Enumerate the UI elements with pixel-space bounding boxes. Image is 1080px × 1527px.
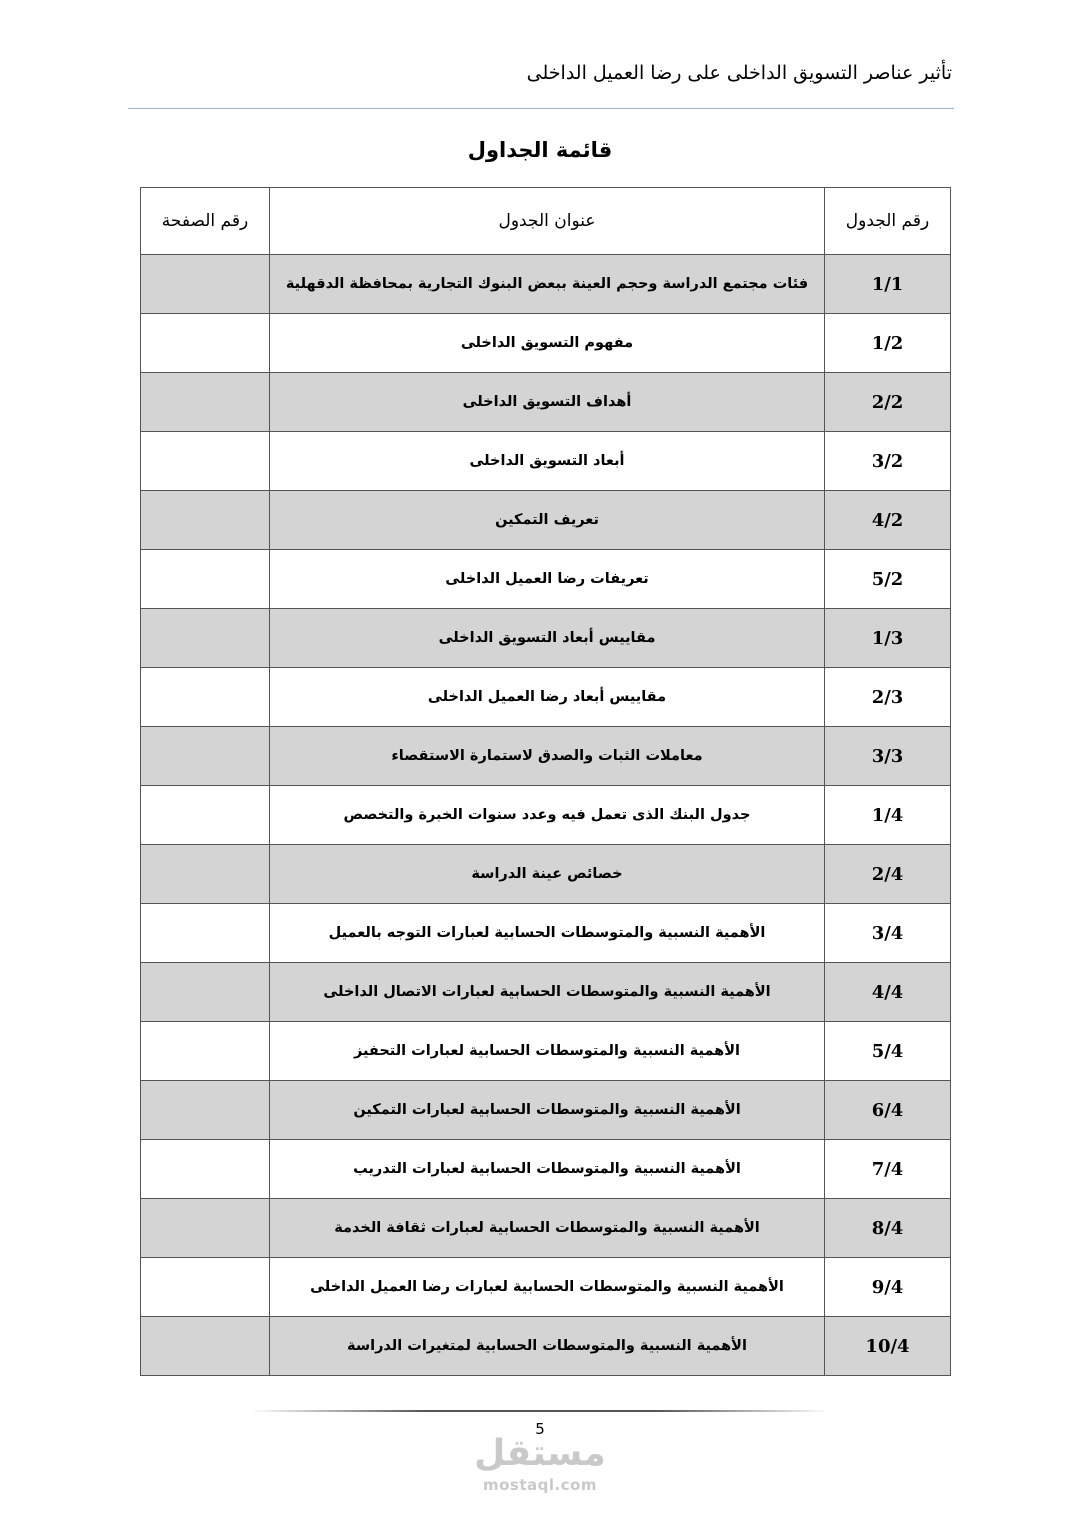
page-number-cell	[141, 786, 270, 845]
table-title-cell: أبعاد التسويق الداخلى	[270, 432, 825, 491]
table-row	[141, 963, 951, 1022]
page-number-cell	[141, 1199, 270, 1258]
table-title-cell: الأهمية النسبية والمتوسطات الحسابية لعبارات التدريب	[270, 1140, 825, 1199]
header-divider	[128, 108, 954, 109]
table-number-cell: 3/2	[825, 432, 951, 491]
column-header-number: رقم الجدول	[825, 188, 951, 255]
watermark-url: mostaql.com	[482, 1476, 598, 1494]
list-of-tables	[140, 187, 951, 1376]
mostaql-watermark	[440, 1432, 640, 1494]
table-number-cell: 4/2	[825, 491, 951, 550]
page-number-cell	[141, 432, 270, 491]
page-number-cell	[141, 904, 270, 963]
table-header-row	[141, 188, 951, 255]
table-row	[141, 255, 951, 314]
page-number-cell	[141, 845, 270, 904]
table-body	[141, 255, 951, 1376]
table-number-cell: 4/4	[825, 963, 951, 1022]
table-row	[141, 1022, 951, 1081]
table-title-cell: الأهمية النسبية والمتوسطات الحسابية لعبارات رضا العميل الداخلى	[270, 1258, 825, 1317]
table-row	[141, 314, 951, 373]
table-number-cell: 5/4	[825, 1022, 951, 1081]
watermark-logo: مستقل	[474, 1433, 606, 1474]
table-number-cell: 6/4	[825, 1081, 951, 1140]
page-number-cell	[141, 668, 270, 727]
page-number-cell	[141, 1317, 270, 1376]
table-row	[141, 1258, 951, 1317]
footer-divider	[250, 1410, 830, 1412]
table-title-cell: معاملات الثبات والصدق لاستمارة الاستقصاء	[270, 727, 825, 786]
page-number-cell	[141, 963, 270, 1022]
page-number-cell	[141, 491, 270, 550]
table-number-cell: 2/2	[825, 373, 951, 432]
page-number-cell	[141, 314, 270, 373]
table-title-cell: الأهمية النسبية والمتوسطات الحسابية لعبارات التوجه بالعميل	[270, 904, 825, 963]
table-row	[141, 668, 951, 727]
table-number-cell: 8/4	[825, 1199, 951, 1258]
page-number-cell	[141, 1258, 270, 1317]
table-title-cell: مقاييس أبعاد رضا العميل الداخلى	[270, 668, 825, 727]
column-header-title: عنوان الجدول	[270, 188, 825, 255]
table-title-cell: تعريفات رضا العميل الداخلى	[270, 550, 825, 609]
running-header: تأثير عناصر التسويق الداخلى على رضا العميل الداخلى	[526, 62, 952, 84]
table-number-cell: 10/4	[825, 1317, 951, 1376]
table-number-cell: 1/4	[825, 786, 951, 845]
table-title-cell: الأهمية النسبية والمتوسطات الحسابية لعبارات التحفيز	[270, 1022, 825, 1081]
table-row	[141, 786, 951, 845]
table-number-cell: 1/3	[825, 609, 951, 668]
table-row	[141, 1317, 951, 1376]
table-row	[141, 727, 951, 786]
table-row	[141, 550, 951, 609]
table-title-cell: مفهوم التسويق الداخلى	[270, 314, 825, 373]
column-header-page: رقم الصفحة	[141, 188, 270, 255]
table-row	[141, 904, 951, 963]
table-title-cell: تعريف التمكين	[270, 491, 825, 550]
table-title-cell: الأهمية النسبية والمتوسطات الحسابية لمتغيرات الدراسة	[270, 1317, 825, 1376]
table-number-cell: 2/4	[825, 845, 951, 904]
table-title-cell: الأهمية النسبية والمتوسطات الحسابية لعبارات ثقافة الخدمة	[270, 1199, 825, 1258]
table-row	[141, 373, 951, 432]
table-number-cell: 5/2	[825, 550, 951, 609]
table-number-cell: 1/1	[825, 255, 951, 314]
table-number-cell: 1/2	[825, 314, 951, 373]
page-number-cell	[141, 609, 270, 668]
page-number-cell	[141, 550, 270, 609]
table-title-cell: الأهمية النسبية والمتوسطات الحسابية لعبارات الاتصال الداخلى	[270, 963, 825, 1022]
table-title-cell: أهداف التسويق الداخلى	[270, 373, 825, 432]
table-number-cell: 9/4	[825, 1258, 951, 1317]
table-title-cell: فئات مجتمع الدراسة وحجم العينة ببعض البنوك التجارية بمحافظة الدقهلية	[270, 255, 825, 314]
table-row	[141, 1081, 951, 1140]
page-number-cell	[141, 373, 270, 432]
table-row	[141, 609, 951, 668]
table-number-cell: 7/4	[825, 1140, 951, 1199]
table-row	[141, 1199, 951, 1258]
page-number-cell	[141, 255, 270, 314]
table-row	[141, 1140, 951, 1199]
table-title-cell: الأهمية النسبية والمتوسطات الحسابية لعبارات التمكين	[270, 1081, 825, 1140]
table-title-cell: مقاييس أبعاد التسويق الداخلى	[270, 609, 825, 668]
table-title-cell: جدول البنك الذى تعمل فيه وعدد سنوات الخبرة والتخصص	[270, 786, 825, 845]
table-number-cell: 2/3	[825, 668, 951, 727]
page-number-cell	[141, 727, 270, 786]
table-number-cell: 3/3	[825, 727, 951, 786]
table-row	[141, 491, 951, 550]
table-row	[141, 845, 951, 904]
table-title-cell: خصائص عينة الدراسة	[270, 845, 825, 904]
page-number-cell	[141, 1022, 270, 1081]
table-row	[141, 432, 951, 491]
page-number-cell	[141, 1081, 270, 1140]
page-number-cell	[141, 1140, 270, 1199]
table-number-cell: 3/4	[825, 904, 951, 963]
page-number: 5	[535, 1420, 545, 1438]
page-title: قائمة الجداول	[467, 138, 613, 162]
